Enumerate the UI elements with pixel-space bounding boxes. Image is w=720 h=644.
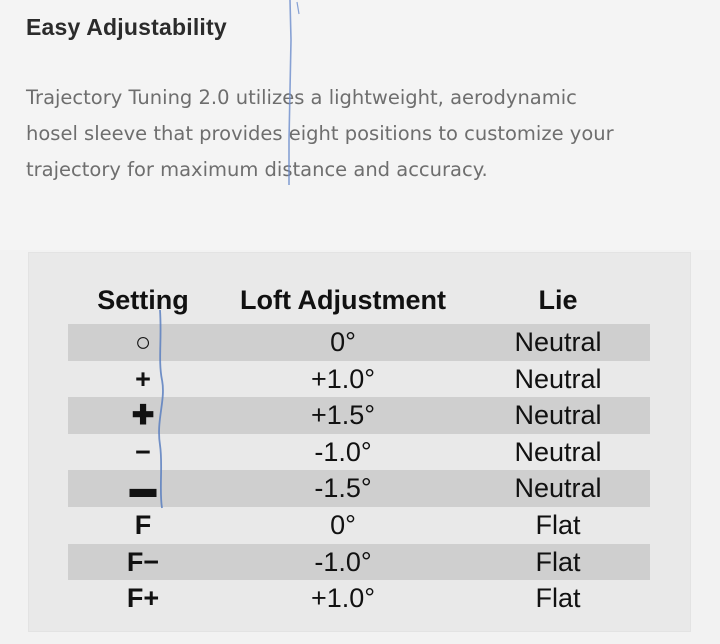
header-loft-adjustment: Loft Adjustment	[240, 285, 446, 315]
paragraph-line: Trajectory Tuning 2.0 utilizes a lightweight, aerodynamic	[26, 86, 577, 109]
lie-value: Neutral	[514, 436, 602, 467]
header-setting: Setting	[97, 285, 189, 315]
table-body	[68, 324, 650, 617]
setting-symbol: F	[134, 509, 152, 540]
lie-value: Flat	[535, 546, 581, 577]
table-row	[68, 324, 650, 361]
loft-value: 0°	[330, 509, 356, 540]
loft-value: -1.5°	[314, 473, 372, 504]
table-row	[68, 507, 650, 544]
table-row	[68, 434, 650, 471]
lie-value: Neutral	[514, 400, 602, 431]
description-paragraph	[26, 80, 696, 188]
setting-symbol: −	[135, 436, 151, 467]
loft-value: +1.5°	[310, 400, 376, 431]
setting-symbol: ○	[134, 327, 152, 357]
table-row	[68, 470, 650, 507]
paragraph-line: trajectory for maximum distance and accuracy.	[26, 158, 488, 181]
table-row	[68, 580, 650, 617]
loft-value: -1.0°	[314, 546, 372, 577]
table-row	[68, 361, 650, 398]
adjustability-table	[28, 252, 691, 632]
loft-value: -1.0°	[314, 436, 372, 467]
table-row	[68, 544, 650, 581]
loft-value: 0°	[330, 327, 356, 357]
lie-value: Neutral	[514, 327, 602, 357]
header-lie: Lie	[538, 285, 578, 315]
table-row	[68, 397, 650, 434]
setting-symbol: F−	[126, 546, 160, 577]
lie-value: Flat	[535, 509, 581, 540]
setting-symbol: F+	[126, 583, 160, 614]
lie-value: Neutral	[514, 363, 602, 394]
setting-symbol: ▬	[129, 473, 157, 504]
lie-value: Neutral	[514, 473, 602, 504]
lie-value: Flat	[535, 583, 581, 614]
table-header-row	[28, 285, 691, 325]
loft-value: +1.0°	[310, 583, 376, 614]
paragraph-line: hosel sleeve that provides eight positions to customize your	[26, 122, 614, 145]
setting-symbol: ✚	[131, 400, 155, 431]
loft-value: +1.0°	[310, 363, 376, 394]
setting-symbol: +	[135, 363, 151, 394]
section-heading: Easy Adjustability	[26, 14, 227, 40]
